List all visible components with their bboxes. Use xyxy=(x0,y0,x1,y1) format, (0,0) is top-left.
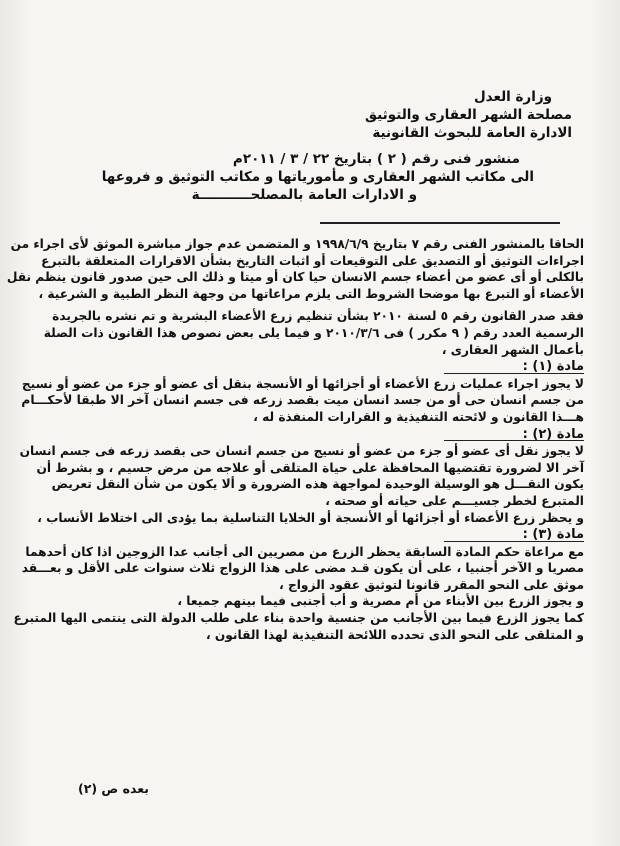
circular-recipients: الى مكاتب الشهر العقارى و مأمورياتها و مكاتب التوثيق و فروعها xyxy=(101,169,534,185)
article-3-text: مع مراعاة حكم المادة السابقة يحظر الزرع من مصريين الى أجانب عدا الزوجين اذا كان أحدهما مصريا و الآخر أجنبيا ، على أن يكون قـد مضى على هذا الزواج ثلاث سنوات على الأقل و بعـــقد موثق على النحو المقرر قانونا لتوثيق عقود الزواج ، xyxy=(21,544,584,592)
authority-name: مصلحة الشهر العقارى والتوثيق xyxy=(365,107,572,123)
circular-title: منشور فنى رقم ( ٢ ) بتاريخ ٢٢ / ٣ / ٢٠١١م xyxy=(232,151,520,167)
article-3-text-3: كما يجوز الزرع فيما بين الأجانب من جنسية واحدة بناء على طلب الدولة التى ينتمى اليها المتبرع و المتلقى على النحو الذى تحدده اللائحة التنفيذية لهذا القانون ، xyxy=(13,611,584,642)
department-name: الادارة العامة للبحوث القانونية xyxy=(372,125,572,141)
article-2-text: لا يجوز نقل أى عضو أو جزء من عضو أو نسيج من جسم انسان حى بقصد زرعه فى جسم انسان آخر الا لضرورة تقتضيها المحافظة على حياة المتلقى أو علاجه من مرض جسيم ، و بشرط أن يكون النقـــل هو الوسيلة الوحيدة لمواجهة هذه الضرورة و ألا يكون من شأن النقل تعريض المتبرع لخطر جسيـــم على حياته أو صحته ، xyxy=(19,444,584,508)
intro-paragraph: الحاقا بالمنشور الفنى رقم ٧ بتاريخ ١٩٩٨/٦/٩ و المتضمن عدم جواز مباشرة الموثق لأى اجراء من اجراءات التوثيق أو التصديق على التوقيعات أو اثبات التاريخ بشأن الاقرارات المتعلقة بالتبرع بالكلى أو أى عضو من أعضاء جسم الانسان حيا كان أو ميتا و ذلك الى حين صدور قانون ينظم نقل الأعضاء أو التبرع بها موضحا الشروط التى يلزم مراعاتها من وجهة النظر الطبية و الشرعية ، xyxy=(6,237,584,301)
ministry-name: وزارة العدل xyxy=(473,89,552,105)
document-body xyxy=(6,236,584,643)
circular-block xyxy=(36,150,572,204)
page-continuation: بعده ص (٢) xyxy=(78,781,149,796)
article-1-text: لا يجوز اجراء عمليات زرع الأعضاء أو أجزائها أو الأنسجة بنقل أى عضو أو جزء من عضو أو نسيج من جسم انسان حى أو من جسد انسان ميت بقصد زرعه فى جسم انسان آخر الا طبقا لأحكـــام هـــذا القانون و لائحته التنفيذية و القرارات المنفذة له ، xyxy=(21,376,584,424)
article-2-text-2: و يحظر زرع الأعضاء أو أجزائها أو الأنسجة أو الخلايا التناسلية بما يؤدى الى اختلاط الأنساب ، xyxy=(37,510,584,525)
article-3-text-2: و يجوز الزرع بين الأبناء من أم مصرية و أب أجنبى فيما بينهم جميعا ، xyxy=(177,594,584,609)
divider-rule xyxy=(320,222,560,224)
intro-paragraph-2: فقد صدر القانون رقم ٥ لسنة ٢٠١٠ بشأن تنظيم زرع الأعضاء البشرية و تم نشره بالجريدة الرسمية العدد رقم ( ٩ مكرر ) فى ٢٠١٠/٣/٦ و فيما يلى بعض نصوص هذا القانون ذات الصلة بأعمال الشهر العقارى ، xyxy=(43,309,584,357)
article-2-heading: مادة (٢) : xyxy=(522,426,584,442)
letterhead xyxy=(365,88,572,142)
circular-recipients-2: و الادارات العامة بالمصلحـــــــــــة xyxy=(191,187,417,203)
article-1-heading: مادة (١) : xyxy=(522,359,584,375)
article-3-heading: مادة (٣) : xyxy=(522,527,584,543)
